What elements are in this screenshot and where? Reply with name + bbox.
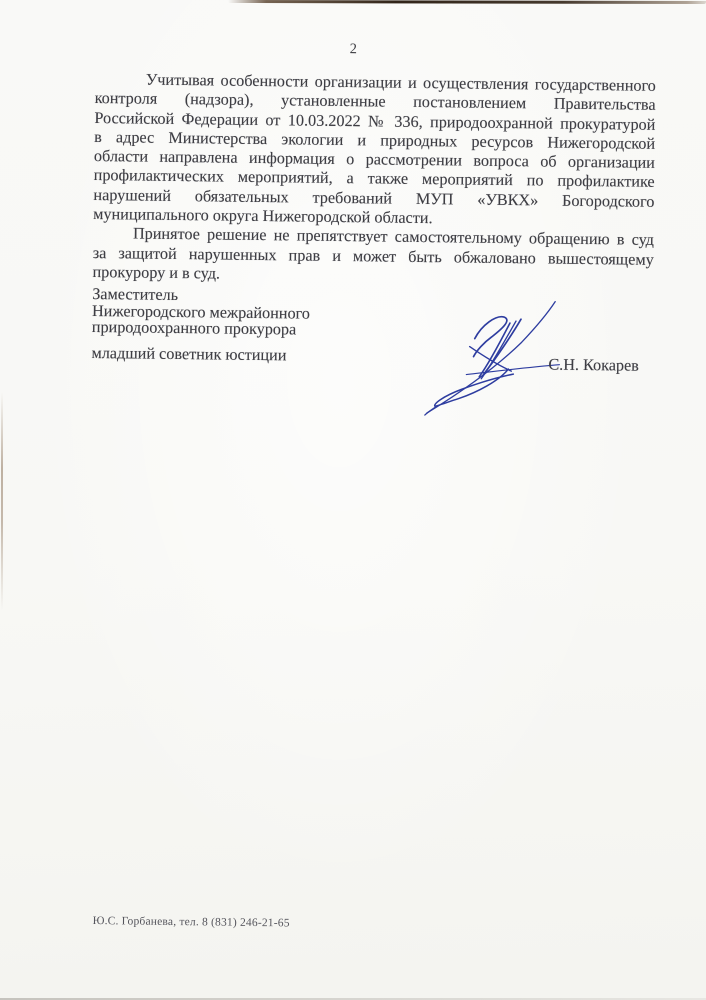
signer-name: С.Н. Кокарев — [548, 355, 639, 375]
text-line: в адрес Министерства экологии и природных ресурсов Нижегородской — [94, 127, 656, 153]
text-line: за защитой нарушенных прав и может быть обжаловано вышестоящему — [92, 243, 654, 269]
executor-contact-line: Ю.С. Горбанева, тел. 8 (831) 246-21-65 — [92, 915, 290, 930]
text-line: природоохранного прокурора — [91, 317, 297, 339]
text-line: профилактических мероприятий, а также мероприятий по профилактике — [93, 166, 655, 192]
text-line: Российской Федерации от 10.03.2022 № 336, природоохранной прокуратурой — [94, 108, 656, 134]
page-number: 2 — [349, 41, 357, 58]
text-line: Принятое решение не препятствует самостоятельному обращению в суд — [132, 224, 655, 250]
document-body — [92, 70, 656, 289]
signature-block — [91, 286, 310, 364]
paragraph-prevention-measures — [93, 70, 656, 231]
text-line: Нижегородского межрайонного — [91, 301, 311, 323]
signature-stroke-tail — [425, 406, 437, 415]
signer-rank: младший советник юстиции — [91, 343, 287, 364]
handwritten-signature-ink — [421, 276, 613, 418]
text-line: прокурору и в суд. — [92, 262, 221, 283]
text-line: муниципального округа Нижегородской области. — [93, 205, 433, 228]
text-line: области направлена информация о рассмотрении вопроса об организации — [93, 147, 656, 173]
text-line: Заместитель — [92, 284, 179, 305]
signer-position-title — [92, 286, 310, 338]
text-line: Учитывая особенности организации и осуществления государственного — [145, 70, 656, 95]
text-line: контроля (надзора), установленные постановлением Правительства — [94, 89, 656, 115]
text-line: нарушений обязательных требований МУП «УВКХ» Богородского — [93, 185, 655, 211]
